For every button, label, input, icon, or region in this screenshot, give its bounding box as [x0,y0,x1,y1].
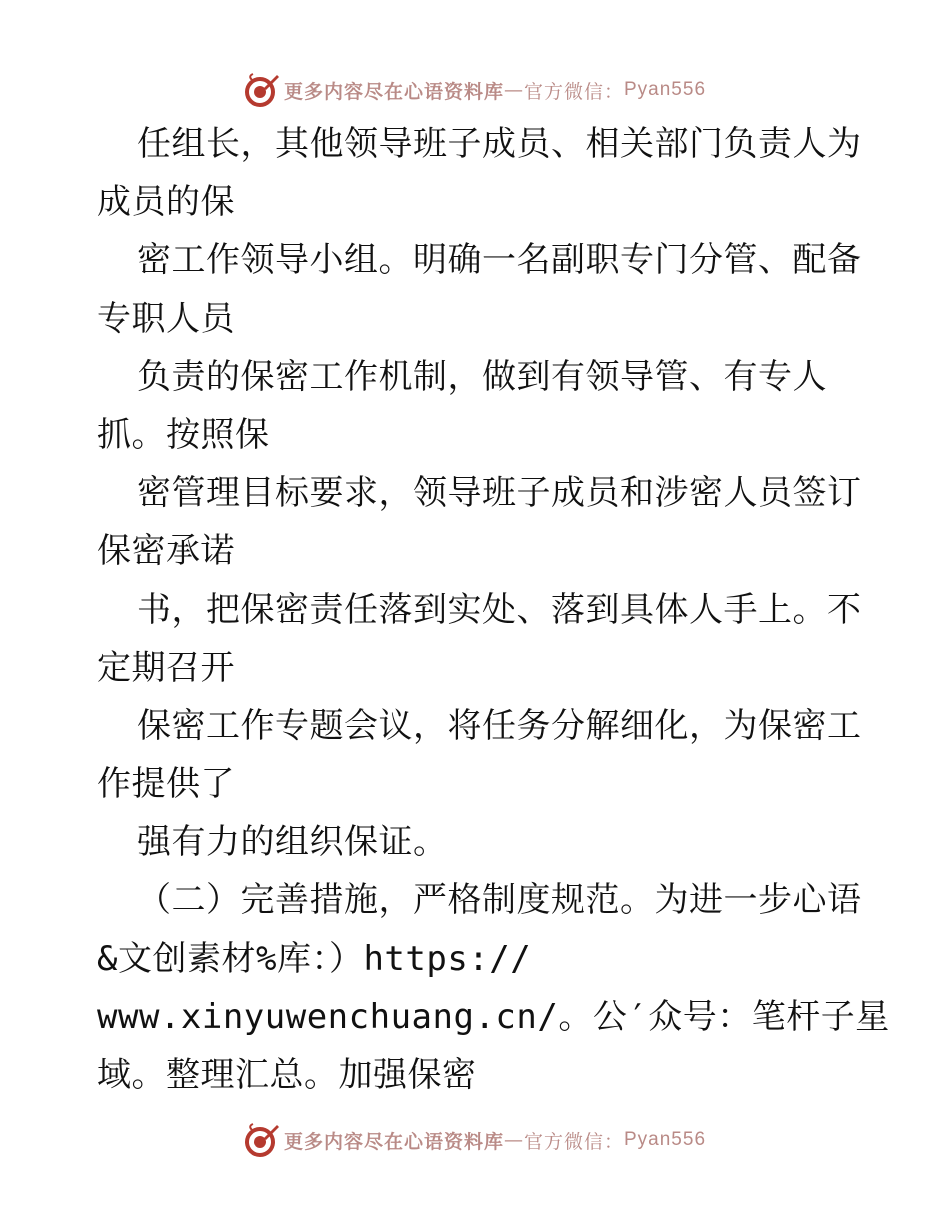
text-line: 域。整理汇总。加强保密 [97,1055,477,1095]
text-line: 密工作领导小组。明确一名副职专门分管、配备 [137,240,862,281]
text-line: 抓。按照保 [97,414,270,455]
text-line: 专职人员 [97,298,235,339]
header-wechat-label: 官方微信： [523,80,624,103]
footer-banner [0,1118,950,1162]
header-dash: — [503,79,524,101]
header-wechat-id: Pyan556 [624,79,707,100]
section-heading-line: （二）完善措施，严格制度规范。为进一步心语 [137,880,862,921]
footer-dash: — [503,1129,524,1151]
text-line: 负责的保密工作机制，做到有领导管、有专人 [137,356,827,397]
text-line: 成员的保 [97,182,235,223]
pen-logo-icon [244,72,280,108]
text-line: 保密工作专题会议，将任务分解细化，为保密工 [137,705,862,746]
text-line: 保密承诺 [97,531,235,572]
footer-wechat-id: Pyan556 [624,1129,707,1150]
text-line: &文创素材%库：）https:// [97,938,532,979]
body-text [97,115,890,1104]
text-line: 作提供了 [97,764,235,805]
text-line: 密管理目标要求，领导班子成员和涉密人员签订 [137,473,862,514]
footer-wechat-label: 官方微信： [523,1130,624,1153]
text-line: 定期召开 [97,647,235,688]
text-line: 书，把保密责任落到实处、落到具体人手上。不 [137,589,862,630]
link-text-line: www.xinyuwenchuang.cn/。公′众号：笔杆子星 [97,996,890,1037]
text-line: 任组长，其他领导班子成员、相关部门负责人为 [137,124,862,164]
pen-logo-icon [244,1122,280,1158]
header-banner [0,68,950,112]
header-banner-text: 更多内容尽在心语资料库 [283,80,504,103]
footer-banner-text: 更多内容尽在心语资料库 [283,1130,504,1153]
text-line: 强有力的组织保证。 [137,822,448,863]
